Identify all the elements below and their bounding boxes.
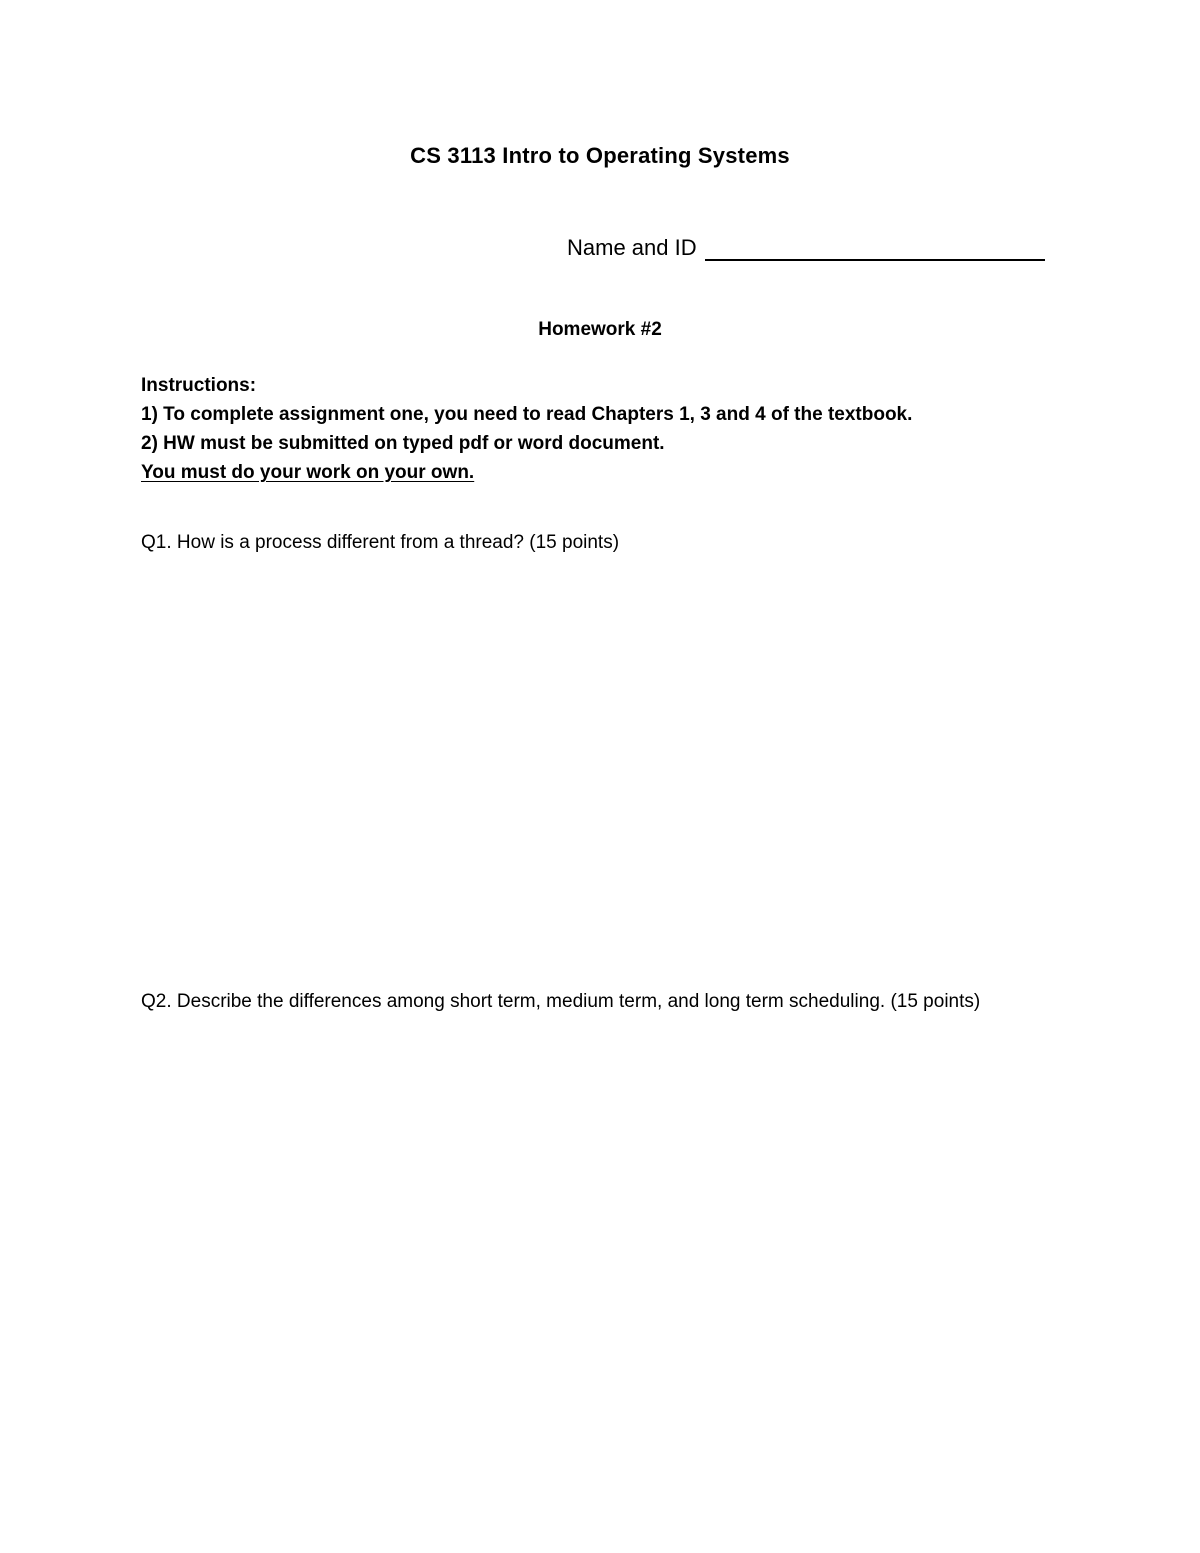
instructions-note: You must do your work on your own.	[141, 462, 475, 483]
name-and-id-blank	[705, 237, 1045, 261]
instruction-item: 1) To complete assignment one, you need to read Chapters 1, 3 and 4 of the textbook.	[141, 404, 913, 425]
instructions-heading: Instructions:	[141, 375, 257, 396]
instructions-block	[141, 371, 1081, 487]
name-and-id-line	[567, 235, 1045, 261]
homework-title: Homework #2	[538, 319, 662, 340]
question-2: Q2. Describe the differences among short term, medium term, and long term scheduling. (15 points)	[141, 991, 981, 1012]
document-title: CS 3113 Intro to Operating Systems	[410, 143, 790, 168]
name-and-id-label: Name and ID	[567, 235, 697, 260]
instruction-item: 2) HW must be submitted on typed pdf or word document.	[141, 433, 665, 454]
question-1: Q1. How is a process different from a thread? (15 points)	[141, 532, 620, 553]
